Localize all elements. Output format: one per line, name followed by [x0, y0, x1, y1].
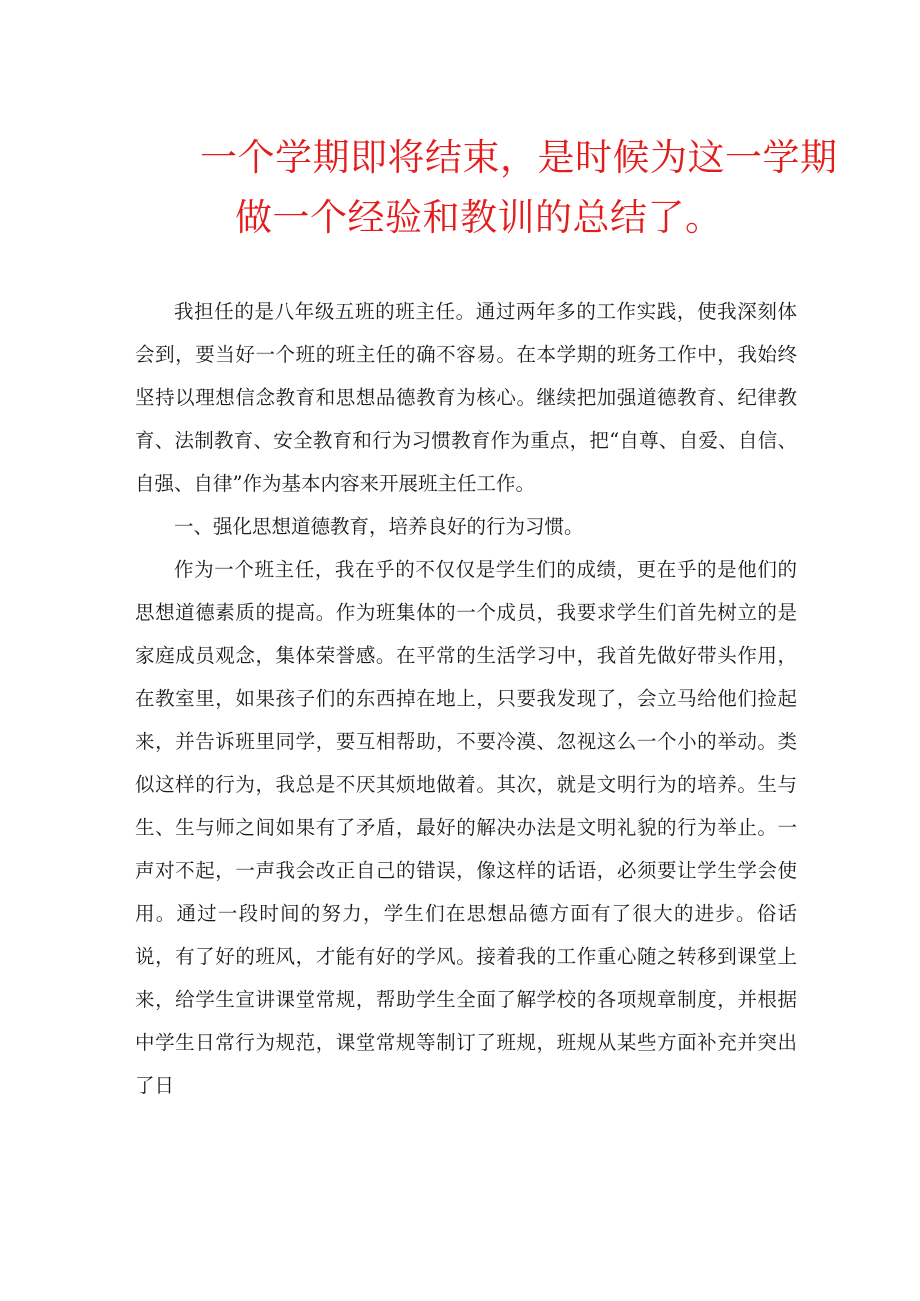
paragraph-intro: 我担任的是八年级五班的班主任。通过两年多的工作实践，使我深刻体会到，要当好一个班的班主任的确不容易。在本学期的班务工作中，我始终坚持以理想信念教育和思想品德教育为核心。继续把加强道德教育、纪律教育、法制教育、安全教育和行为习惯教育作为重点，把“自尊、自爱、自信、自强、自律”作为基本内容来开展班主任工作。	[135, 300, 797, 495]
paragraph-section-1: 作为一个班主任，我在乎的不仅仅是学生们的成绩，更在乎的是他们的思想道德素质的提高。作为班集体的一个成员，我要求学生们首先树立的是家庭成员观念，集体荣誉感。在平常的生活学习中，我首先做好带头作用，在教室里，如果孩子们的东西掉在地上，只要我发现了，会立马给他们捡起来，并告诉班里同学，要互相帮助，不要冷漠、忽视这么一个小的举动。类似这样的行为，我总是不厌其烦地做着。其次，就是文明行为的培养。生与生、生与师之间如果有了矛盾，最好的解决办法是文明礼貌的行为举止。一声对不起，一声我会改正自己的错误，像这样的话语，必须要让学生学会使用。通过一段时间的努力，学生们在思想品德方面有了很大的进步。俗话说，有了好的班风，才能有好的学风。接着我的工作重心随之转移到课堂上来，给学生宣讲课堂常规，帮助学生全面了解学校的各项规章制度，并根据中学生日常行为规范，课堂常规等制订了班规，班规从某些方面补充并突出了日	[135, 558, 797, 1097]
section-heading-1: 一、强化思想道德教育，培养良好的行为习惯。	[174, 515, 584, 538]
title-line-1: 一个学期即将结束，是时候为这一学期	[200, 136, 838, 179]
document-body	[135, 290, 797, 1107]
document-title	[130, 128, 838, 248]
title-line-2: 做一个经验和教训的总结了。	[235, 196, 723, 239]
